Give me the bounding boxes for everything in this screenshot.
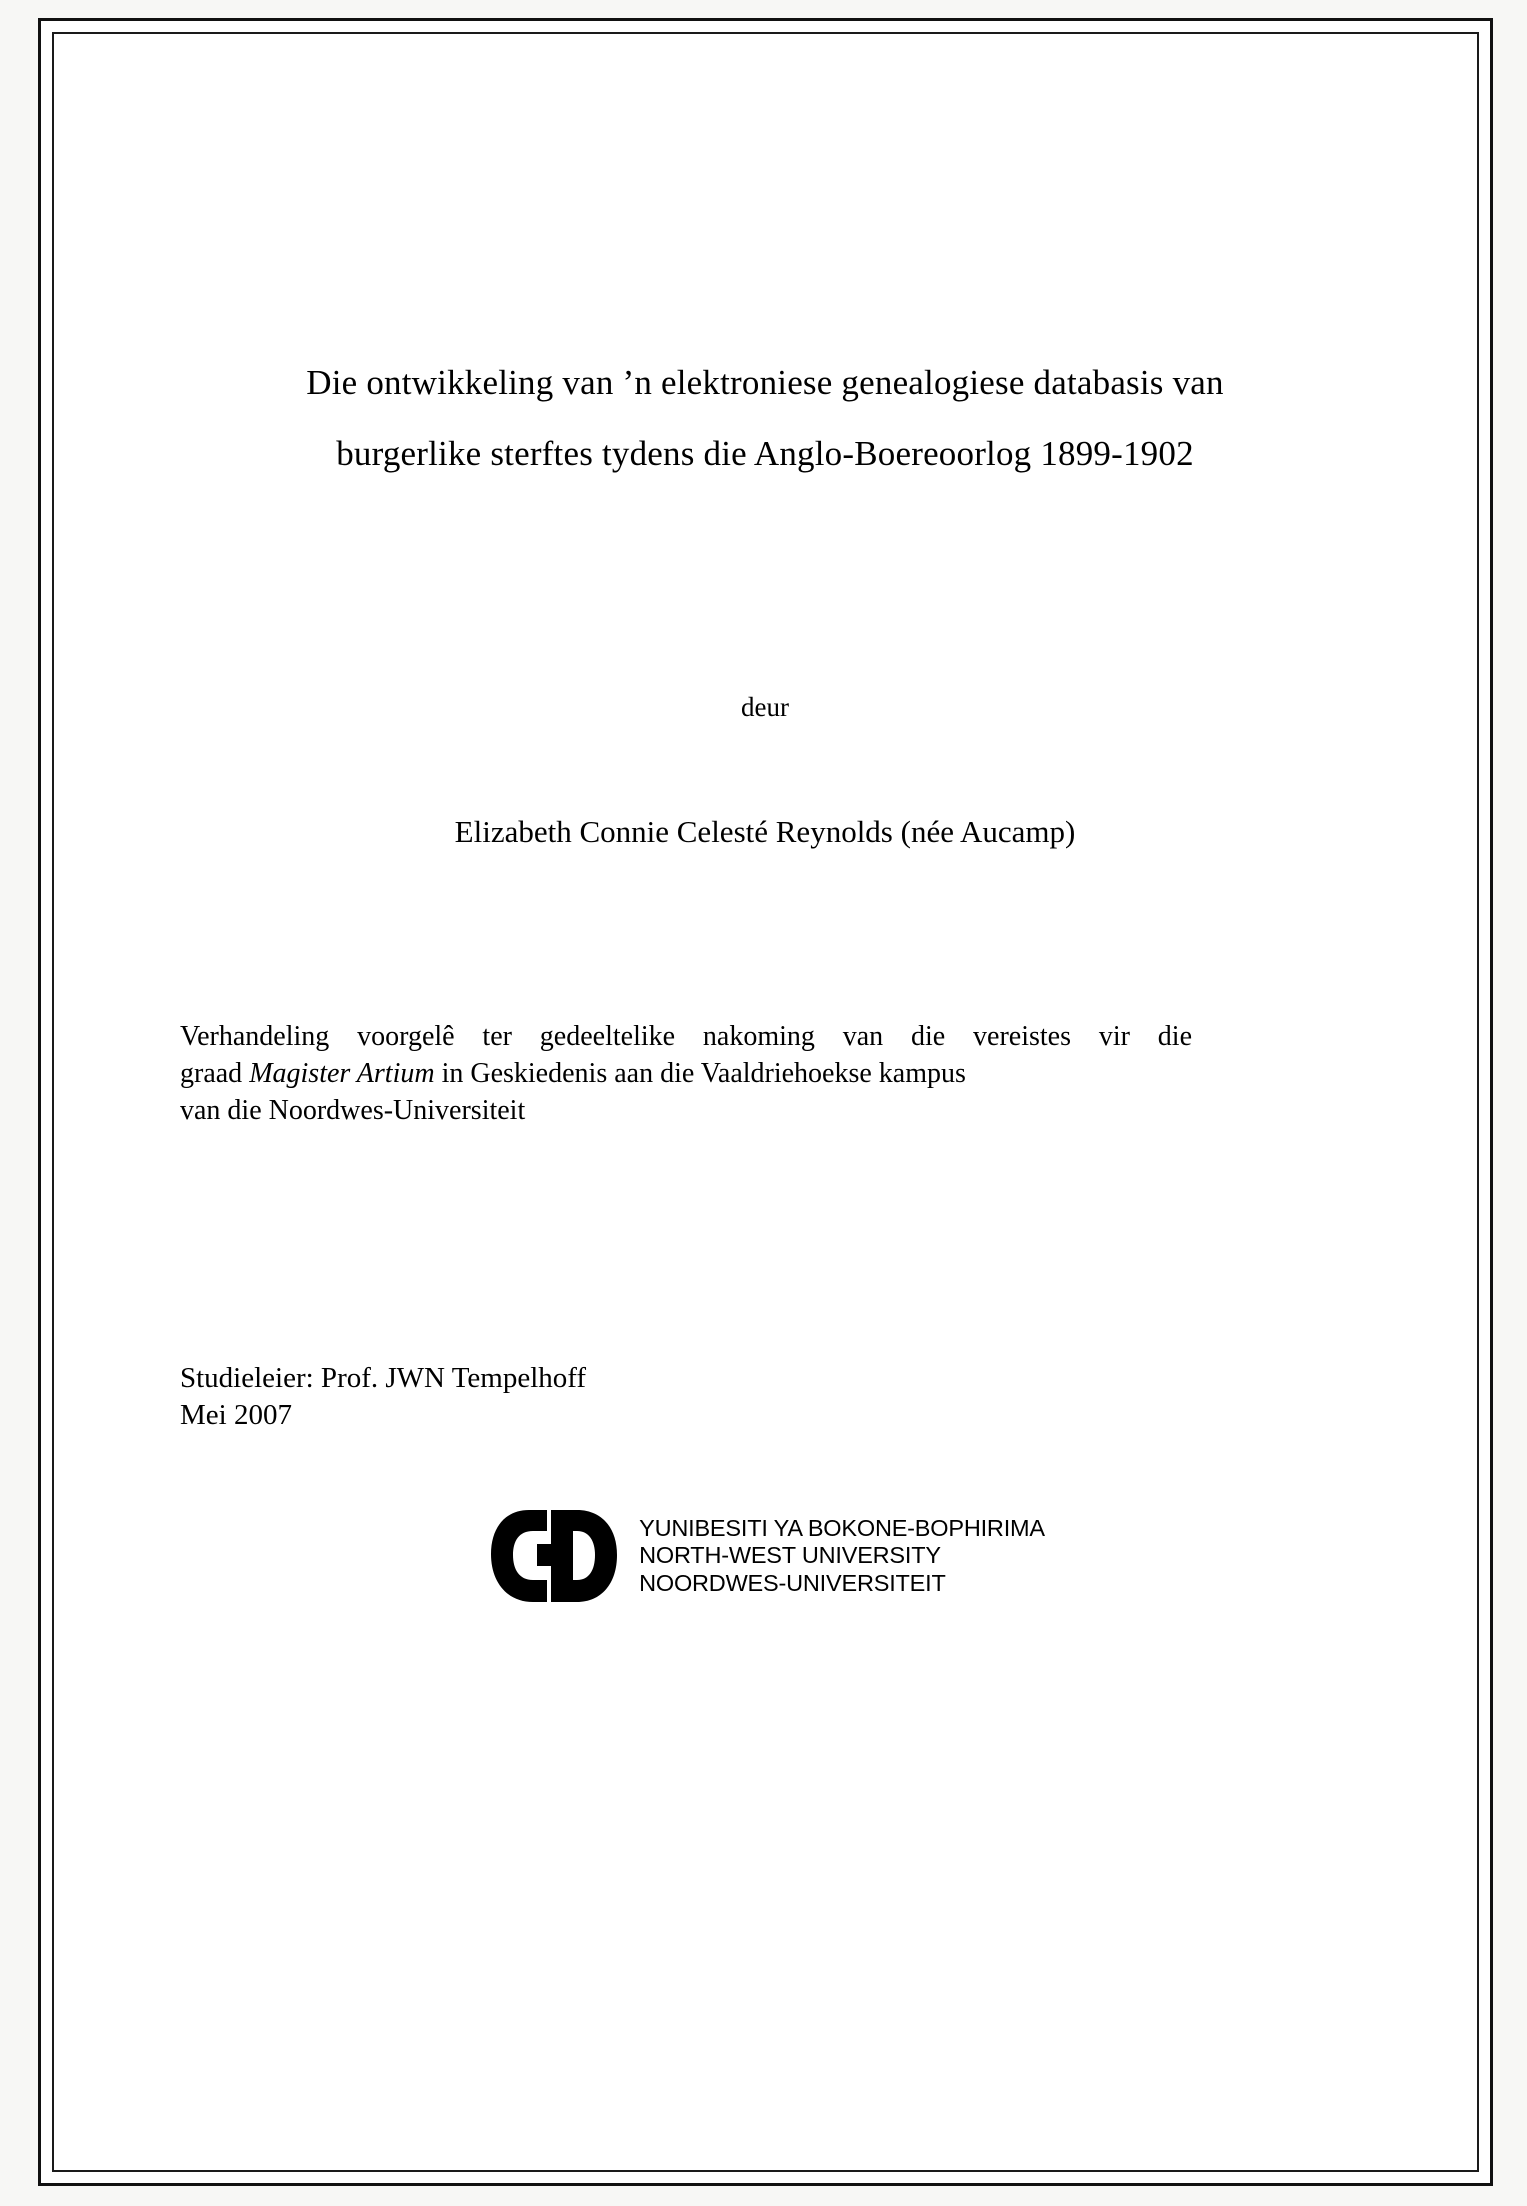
- degree-statement-line-2-suffix: in Geskiedenis aan die Vaaldriehoekse kampus: [434, 1057, 966, 1089]
- by-label: deur: [741, 692, 789, 722]
- page-title: [180, 365, 1350, 471]
- north-west-university-logo-icon: [485, 1504, 625, 1608]
- degree-statement-line-2: [180, 1056, 1192, 1093]
- title-line-2: burgerlike sterftes tydens die Anglo-Boereoorlog 1899-1902: [336, 434, 1194, 473]
- degree-statement-line-3: van die Noordwes-Universiteit: [180, 1094, 526, 1126]
- university-logo-text: [639, 1515, 1045, 1597]
- degree-statement-line-1: Verhandeling voorgelê ter gedeeltelike nakoming van die vereistes vir die: [180, 1021, 1192, 1052]
- logo-text-line-2: NORTH-WEST UNIVERSITY: [639, 1542, 941, 1569]
- logo-text-line-3: NOORDWES-UNIVERSITEIT: [639, 1569, 946, 1596]
- degree-statement: [180, 1019, 1192, 1130]
- title-page-content: [180, 60, 1350, 2120]
- university-logo: [180, 1504, 1350, 1608]
- supervisor-line: Studieleier: Prof. JWN Tempelhoff: [180, 1361, 587, 1394]
- supervisor-block: [180, 1360, 1350, 1434]
- date-line: Mei 2007: [180, 1398, 292, 1431]
- author-name: Elizabeth Connie Celesté Reynolds (née Aucamp): [454, 814, 1076, 849]
- logo-text-line-1: YUNIBESITI YA BOKONE-BOPHIRIMA: [639, 1514, 1045, 1541]
- degree-name: Magister Artium: [249, 1057, 435, 1089]
- degree-statement-line-2-prefix: graad: [180, 1057, 250, 1089]
- title-line-1: Die ontwikkeling van ’n elektroniese genealogiese databasis van: [306, 363, 1224, 402]
